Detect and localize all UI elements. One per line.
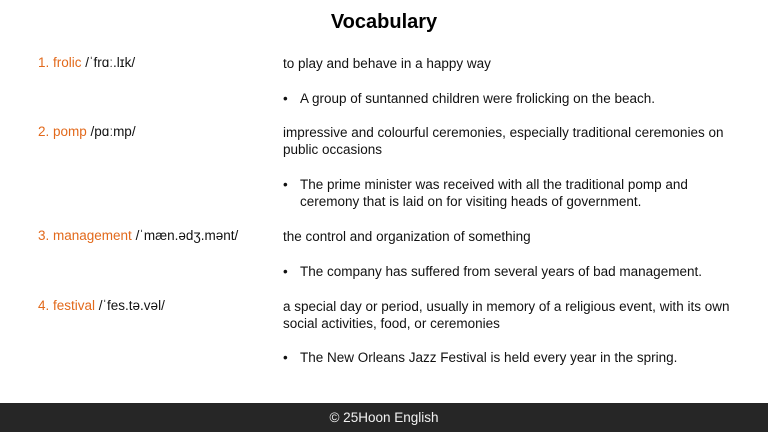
term-pronunciation: /pɑːmp/ xyxy=(90,124,136,139)
vocab-term-management xyxy=(38,228,238,243)
term-pronunciation: /ˈmæn.ədʒ.mənt/ xyxy=(135,228,239,243)
term-word: 1. frolic xyxy=(38,55,82,70)
definition-frolic: to play and behave in a happy way xyxy=(283,56,491,71)
vocab-term-festival xyxy=(38,298,165,313)
example-text: The company has suffered from several years of bad management. xyxy=(300,264,702,279)
definition-management: the control and organization of something xyxy=(283,229,531,244)
example-text: The prime minister was received with all the traditional pomp and ceremony that is laid on for visiting heads of government. xyxy=(300,177,688,209)
bullet-icon: • xyxy=(283,350,288,365)
example-text: A group of suntanned children were frolicking on the beach. xyxy=(300,91,655,106)
definition-pomp: impressive and colourful ceremonies, especially traditional ceremonies on public occasions xyxy=(283,125,724,157)
bullet-icon: • xyxy=(283,264,288,279)
footer-copyright: © 25Hoon English xyxy=(0,403,768,432)
term-word: 4. festival xyxy=(38,298,96,313)
example-text: The New Orleans Jazz Festival is held every year in the spring. xyxy=(300,350,678,365)
example-frolic xyxy=(283,90,745,107)
bullet-icon: • xyxy=(283,177,288,192)
bullet-icon: • xyxy=(283,91,288,106)
definition-festival: a special day or period, usually in memory of a religious event, with its own social activities, food, or ceremonies xyxy=(283,299,730,331)
term-word: 2. pomp xyxy=(38,124,87,139)
term-word: 3. management xyxy=(38,228,132,243)
example-management xyxy=(283,263,745,280)
page-title: Vocabulary xyxy=(330,11,438,33)
example-pomp xyxy=(283,176,745,210)
term-pronunciation: /ˈfrɑː.lɪk/ xyxy=(85,55,136,70)
vocab-term-frolic xyxy=(38,55,135,70)
example-festival xyxy=(283,349,745,366)
vocab-term-pomp xyxy=(38,124,136,139)
term-pronunciation: /ˈfes.tə.vəl/ xyxy=(98,298,165,313)
